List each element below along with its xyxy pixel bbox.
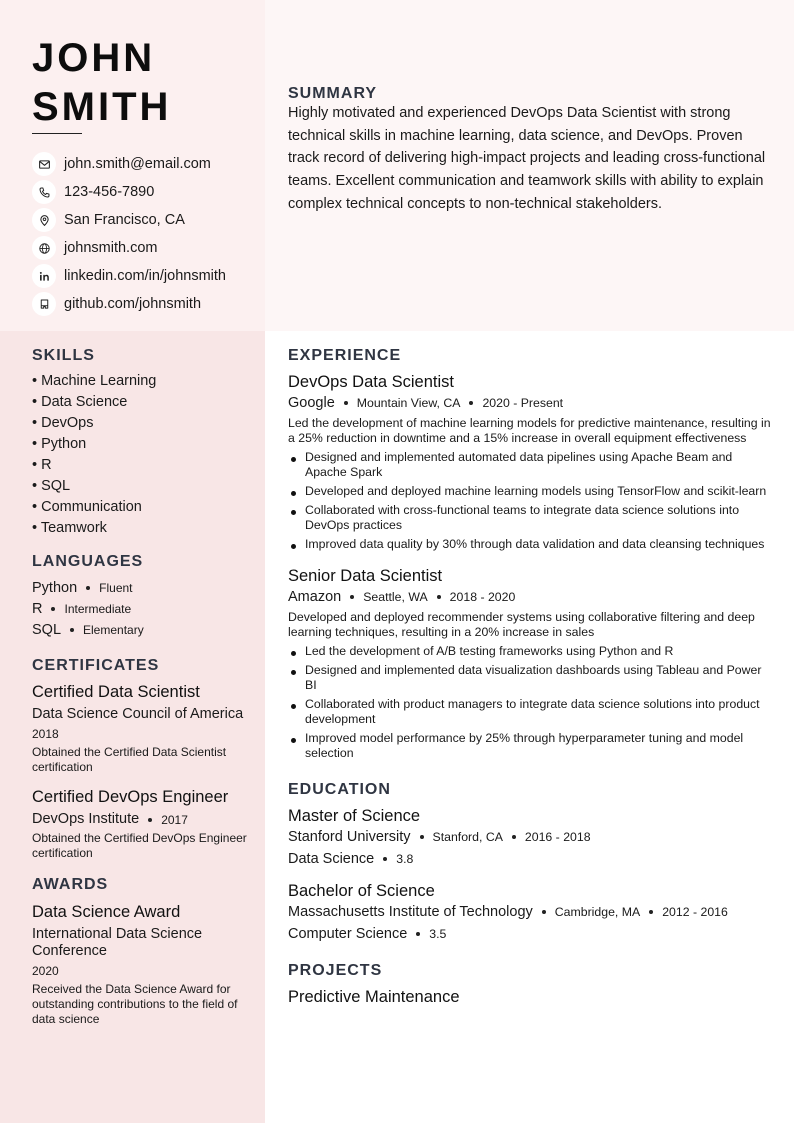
contact-github[interactable] [32, 290, 262, 318]
award-title: Data Science Award [32, 903, 181, 921]
job-bullet: Collaborated with cross-functional teams to integrate data science solutions into DevOps practices [288, 503, 772, 533]
job-bullet: Led the development of A/B testing frameworks using Python and R [288, 644, 772, 659]
skill-item: • Teamwork [32, 520, 107, 536]
website-text: johnsmith.com [64, 240, 158, 256]
award-item [32, 902, 247, 1027]
school-name: Massachusetts Institute of Technology [288, 904, 533, 920]
job-meta [288, 586, 772, 608]
certificate-description: Obtained the Certified Data Scientist certification [32, 745, 227, 774]
last-name: SMITH [32, 85, 172, 129]
skill-item: • Machine Learning [32, 373, 157, 389]
name-divider [32, 133, 82, 134]
certificate-title: Certified DevOps Engineer [32, 788, 229, 806]
job-bullet: Designed and implemented data visualization dashboards using Tableau and Power BI [288, 663, 772, 693]
education-meta [288, 826, 772, 848]
sidebar [32, 347, 247, 1027]
summary-text: Highly motivated and experienced DevOps Data Scientist with strong technical skills in machine learning, data science, and DevOps. Proven track record of delivering high-impact projects and leading cross-functional teams. Excellent communication and teamwork skills with ability to explain complex technical concepts to non-technical stakeholders. [288, 105, 766, 212]
separator-dot [649, 910, 653, 914]
job-bullet: Improved model performance by 25% through hyperparameter tuning and model selection [288, 731, 772, 761]
separator-dot [512, 835, 516, 839]
job-location: Seattle, WA [363, 590, 428, 604]
project-title: Predictive Maintenance [288, 988, 460, 1006]
job-company: Google [288, 395, 335, 411]
skill-item: • Communication [32, 499, 142, 515]
job-dates: 2018 - 2020 [449, 590, 516, 604]
skill-item: • R [32, 457, 52, 473]
language-level: Elementary [83, 622, 144, 637]
contact-website[interactable] [32, 234, 262, 262]
education-meta [288, 901, 772, 923]
languages-title: LANGUAGES [32, 553, 144, 570]
contact-list [32, 150, 262, 318]
skill-item: • Data Science [32, 394, 128, 410]
first-name: JOHN [32, 36, 156, 80]
gpa: 3.5 [429, 926, 447, 941]
separator-dot [51, 607, 55, 611]
gpa: 3.8 [396, 851, 414, 866]
github-icon [32, 292, 56, 316]
job-description: Developed and deployed recommender systems using collaborative filtering and deep learning techniques, resulting in a 20% increase in sales [288, 610, 755, 639]
skill-item: • Python [32, 436, 87, 452]
location-text: San Francisco, CA [64, 212, 185, 228]
job-bullets [288, 450, 772, 552]
job-title: Senior Data Scientist [288, 567, 443, 585]
education-dates: 2012 - 2016 [662, 905, 728, 919]
education-entry [288, 806, 772, 869]
certificates-section [32, 657, 247, 861]
email-text: john.smith@email.com [64, 156, 211, 172]
job-bullet: Improved data quality by 30% through data validation and data cleansing techniques [288, 537, 772, 552]
certificate-title: Certified Data Scientist [32, 683, 200, 701]
main-content [288, 347, 772, 1007]
job-entry [288, 372, 772, 552]
education-field-row [288, 848, 772, 869]
job-bullets [288, 644, 772, 761]
certificate-year: 2017 [161, 812, 188, 827]
languages-section [32, 553, 247, 640]
awards-title: AWARDS [32, 876, 109, 893]
contact-phone[interactable] [32, 178, 262, 206]
field-of-study: Data Science [288, 850, 375, 867]
separator-dot [86, 586, 90, 590]
separator-dot [383, 857, 387, 861]
separator-dot [542, 910, 546, 914]
school-name: Stanford University [288, 829, 411, 845]
experience-section [288, 347, 772, 761]
contact-linkedin[interactable] [32, 262, 262, 290]
language-item [32, 619, 247, 640]
job-bullet: Collaborated with product managers to integrate data science solutions into product development [288, 697, 772, 727]
field-of-study: Computer Science [288, 925, 408, 942]
certificates-title: CERTIFICATES [32, 657, 160, 674]
skill-item: • SQL [32, 478, 71, 494]
job-location: Mountain View, CA [356, 396, 461, 410]
education-title: EDUCATION [288, 781, 391, 798]
summary-section [288, 85, 772, 216]
language-item [32, 577, 247, 598]
job-title: DevOps Data Scientist [288, 373, 454, 391]
linkedin-text: linkedin.com/in/johnsmith [64, 268, 226, 284]
certificate-meta [32, 809, 247, 830]
language-name: SQL [32, 621, 62, 638]
language-item [32, 598, 247, 619]
phone-icon [32, 180, 56, 204]
location-pin-icon [32, 208, 56, 232]
separator-dot [469, 401, 473, 405]
separator-dot [437, 595, 441, 599]
skills-section [32, 347, 247, 539]
awards-section [32, 876, 247, 1027]
contact-location [32, 206, 262, 234]
skill-item: • DevOps [32, 415, 94, 431]
education-dates: 2016 - 2018 [524, 830, 591, 844]
job-meta [288, 392, 772, 414]
separator-dot [70, 628, 74, 632]
award-description: Received the Data Science Award for outstanding contributions to the field of data science [32, 982, 238, 1026]
job-description: Led the development of machine learning models for predictive maintenance, resulting in a 25% reduction in downtime and a 15% increase in overall equipment effectiveness [288, 416, 771, 445]
summary-title: SUMMARY [288, 85, 378, 102]
projects-title: PROJECTS [288, 962, 383, 979]
certificate-item [32, 682, 247, 775]
certificate-issuer: DevOps Institute [32, 811, 140, 827]
contact-email[interactable] [32, 150, 262, 178]
certificate-item [32, 787, 247, 861]
candidate-name [32, 34, 257, 132]
award-year: 2020 [32, 964, 59, 978]
globe-icon [32, 236, 56, 260]
separator-dot [416, 932, 420, 936]
degree-title: Bachelor of Science [288, 882, 435, 900]
certificate-year: 2018 [32, 727, 59, 741]
separator-dot [350, 595, 354, 599]
job-bullet: Developed and deployed machine learning models using TensorFlow and scikit-learn [288, 484, 772, 499]
experience-title: EXPERIENCE [288, 347, 402, 364]
github-text: github.com/johnsmith [64, 296, 202, 312]
phone-text: 123-456-7890 [64, 184, 155, 200]
job-entry [288, 566, 772, 761]
certificate-issuer: Data Science Council of America [32, 706, 244, 722]
linkedin-icon [32, 264, 56, 288]
award-issuer: International Data Science Conference [32, 926, 203, 959]
email-icon [32, 152, 56, 176]
projects-section [288, 962, 772, 1007]
job-dates: 2020 - Present [482, 396, 564, 410]
job-company: Amazon [288, 589, 342, 605]
education-field-row [288, 923, 772, 944]
degree-title: Master of Science [288, 807, 421, 825]
education-section [288, 781, 772, 944]
separator-dot [344, 401, 348, 405]
skills-title: SKILLS [32, 347, 95, 364]
language-level: Intermediate [64, 601, 132, 616]
separator-dot [420, 835, 424, 839]
school-location: Cambridge, MA [554, 905, 641, 919]
language-name: Python [32, 579, 78, 596]
separator-dot [148, 818, 152, 822]
school-location: Stanford, CA [432, 830, 503, 844]
language-name: R [32, 600, 43, 617]
certificate-description: Obtained the Certified DevOps Engineer certification [32, 831, 247, 860]
language-level: Fluent [99, 580, 133, 595]
education-entry [288, 881, 772, 944]
job-bullet: Designed and implemented automated data pipelines using Apache Beam and Apache Spark [288, 450, 772, 480]
